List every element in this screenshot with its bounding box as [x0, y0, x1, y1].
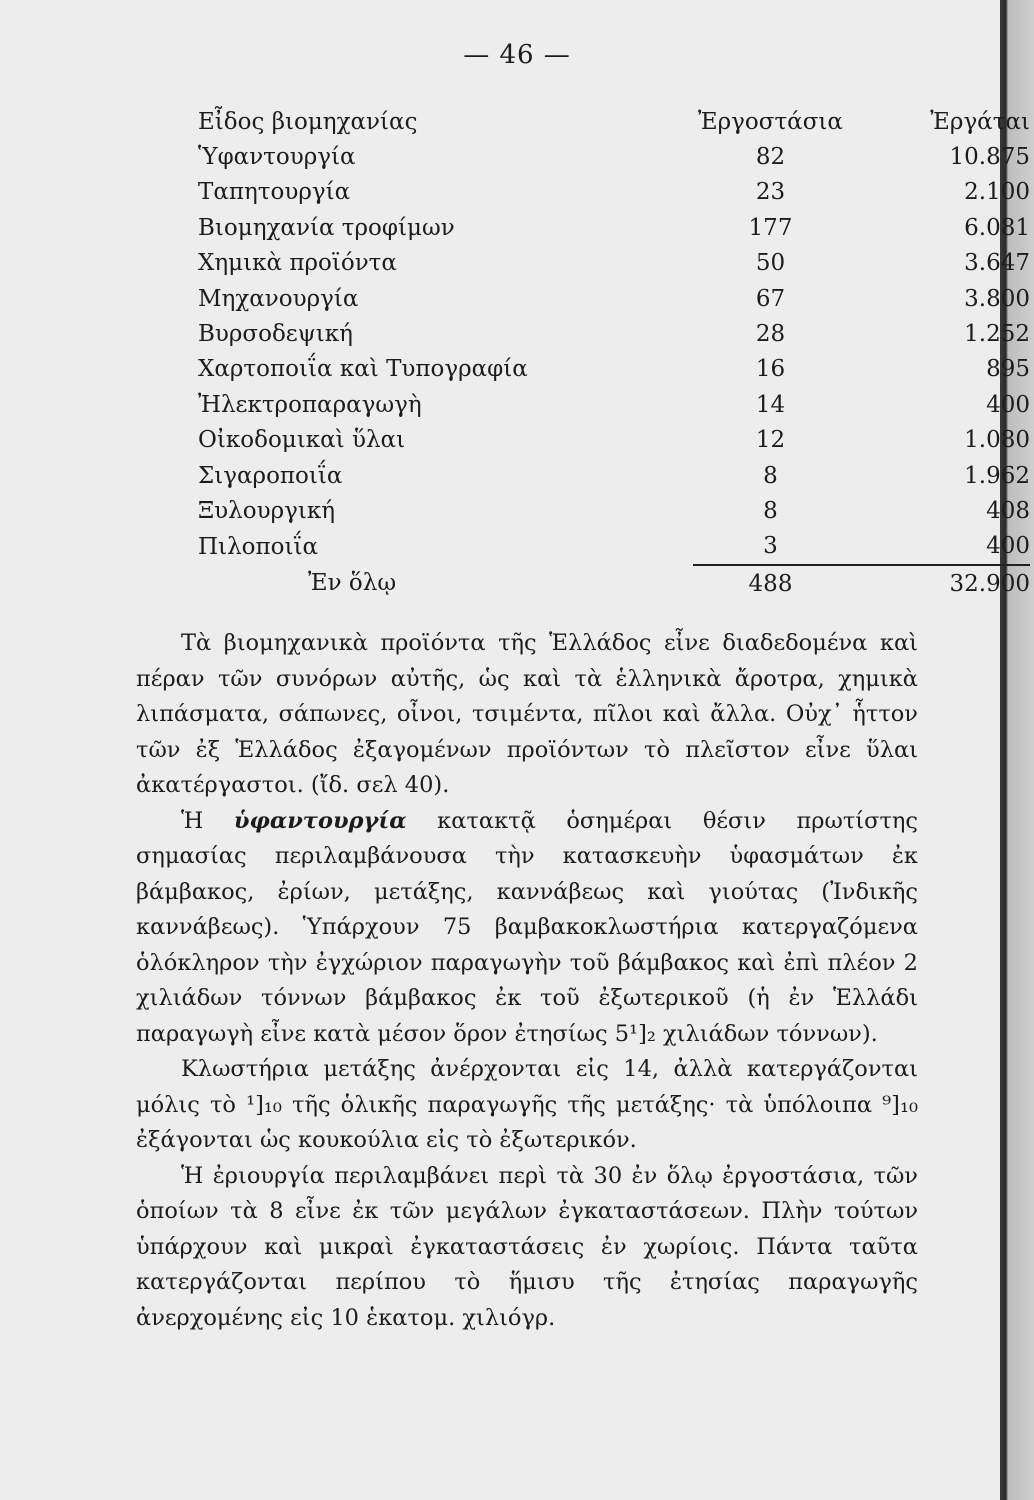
- factory-count: 23: [755, 179, 786, 206]
- paragraph-exports: Τὰ βιομηχανικὰ προϊόντα τῆς Ἑλλάδος εἶνε διαδεδομένα καὶ πέραν τῶν συνόρων αὐτῆς, ὡς καὶ τὰ ἑλληνικὰ ἄροτρα, χημικὰ λιπάσματα, σάπωνες, οἶνοι, τσιμέντα, πῖλοι καὶ ἄλλα. Οὐχ᾽ ἧττον τῶν ἐξ Ἑλλάδος ἐξαγομένων προϊόντων τὸ πλεῖστον εἶνε ὕλαι ἀκατέργαστοι. (ἴδ. σελ 40).: [136, 630, 918, 798]
- table-row: [198, 175, 1030, 210]
- table-row: [198, 210, 1030, 245]
- industry-name: Πιλοποιΐα: [198, 533, 319, 560]
- industry-name: Οἰκοδομικαὶ ὕλαι: [198, 427, 406, 454]
- factory-count: 12: [755, 427, 786, 454]
- factory-count: 177: [748, 214, 793, 241]
- table-row: [198, 139, 1030, 174]
- factory-count: 8: [763, 497, 778, 524]
- paragraph-textile: [136, 804, 918, 1053]
- table-row: [198, 529, 1030, 565]
- factory-count: 50: [755, 250, 786, 277]
- industry-name: Χαρτοποιΐα καὶ Τυπογραφία: [198, 356, 528, 383]
- factory-count: 14: [755, 391, 786, 418]
- paragraph-textile-start: Ἡ: [181, 807, 234, 834]
- industry-name: Ἠλεκτροπαραγωγὴ: [198, 391, 422, 418]
- worker-count: 408: [986, 497, 1030, 524]
- worker-count: 895: [986, 356, 1030, 383]
- total-label: Ἐν ὅλῳ: [308, 570, 397, 597]
- header-workers: Ἐργάται: [930, 108, 1030, 135]
- industry-name: Ξυλουργική: [198, 497, 336, 524]
- body-text: [136, 626, 918, 1336]
- worker-count: 400: [986, 391, 1030, 418]
- table-row: [198, 423, 1030, 458]
- table-row: [198, 316, 1030, 351]
- factory-count: 16: [755, 356, 786, 383]
- page-number: — 46 —: [463, 40, 571, 70]
- table-total-row: [198, 565, 1030, 601]
- factory-count: 8: [763, 462, 778, 489]
- table-header-row: [198, 104, 1030, 139]
- factory-count: 3: [763, 533, 778, 560]
- total-workers: 32.900: [848, 565, 1030, 601]
- factory-count: 67: [755, 285, 786, 312]
- factory-count: 28: [755, 321, 786, 348]
- industry-statistics-table: [198, 104, 1030, 601]
- industry-name: Σιγαροποιΐα: [198, 462, 343, 489]
- worker-count: 400: [986, 533, 1030, 560]
- worker-count: 3.647: [964, 250, 1030, 277]
- worker-count: 1.252: [964, 321, 1030, 348]
- industry-name: Βυρσοδεψική: [198, 321, 353, 348]
- worker-count: 10.875: [949, 144, 1030, 171]
- table-row: [198, 246, 1030, 281]
- industry-name: Μηχανουργία: [198, 285, 359, 312]
- worker-count: 1.962: [964, 462, 1030, 489]
- total-factories: 488: [693, 565, 848, 601]
- table-row: [198, 387, 1030, 422]
- industry-name: Ὑφαντουργία: [198, 144, 356, 171]
- table-row: [198, 458, 1030, 493]
- table-row: [198, 493, 1030, 528]
- textile-term: ὑφαντουργία: [233, 807, 407, 834]
- worker-count: 1.080: [964, 427, 1030, 454]
- industry-name: Βιομηχανία τροφίμων: [198, 214, 455, 241]
- industry-name: Ταπητουργία: [198, 179, 351, 206]
- industry-name: Χημικὰ προϊόντα: [198, 250, 397, 277]
- paragraph-silk: Κλωστήρια μετάξης ἀνέρχονται εἰς 14, ἀλλὰ κατεργάζονται μόλις τὸ ¹]₁₀ τῆς ὁλικῆς παραγωγῆς τῆς μετάξης· τὰ ὑπόλοιπα ⁹]₁₀ ἐξάγονται ὡς κουκούλια εἰς τὸ ἐξωτερικόν.: [136, 1056, 918, 1153]
- header-industry-type: Εἶδος βιομηχανίας: [198, 108, 418, 135]
- header-factories: Ἐργοστάσια: [698, 108, 843, 135]
- factory-count: 82: [755, 144, 786, 171]
- worker-count: 2.100: [964, 179, 1030, 206]
- table-row: [198, 281, 1030, 316]
- paragraph-textile-rest: κατακτᾷ ὁσημέραι θέσιν πρωτίστης σημασίας περιλαμβάνουσα τὴν κατασκευὴν ὑφασμάτων ἐκ βάμβακος, ἐρίων, μετάξης, καννάβεως καὶ γιούτας (Ἰνδικῆς καννάβεως). Ὑπάρχουν 75 βαμβακοκλωστήρια κατεργαζόμενα ὁλόκληρον τὴν ἐγχώριον παραγωγὴν τοῦ βάμβακος καὶ ἐπὶ πλέον 2 χιλιάδων τόννων βάμβακος ἐκ τοῦ ἐξωτερικοῦ (ἡ ἐν Ἑλλάδι παραγωγὴ εἶνε κατὰ μέσον ὅρον ἐτησίως 5¹]₂ χιλιάδων τόννων).: [136, 807, 918, 1047]
- worker-count: 6.081: [964, 214, 1030, 241]
- worker-count: 3.800: [964, 285, 1030, 312]
- table-row: [198, 352, 1030, 387]
- paragraph-wool: Ἡ ἐριουργία περιλαμβάνει περὶ τὰ 30 ἐν ὅλῳ ἐργοστάσια, τῶν ὁποίων τὰ 8 εἶνε ἐκ τῶν μεγάλων ἐγκαταστάσεων. Πλὴν τούτων ὑπάρχουν καὶ μικραὶ ἐγκαταστάσεις ἐν χωρίοις. Πάντα ταῦτα κατεργάζονται περίπου τὸ ἥμισυ τῆς ἐτησίας παραγωγῆς ἀνερχομένης εἰς 10 ἑκατομ. χιλιόγρ.: [136, 1162, 918, 1331]
